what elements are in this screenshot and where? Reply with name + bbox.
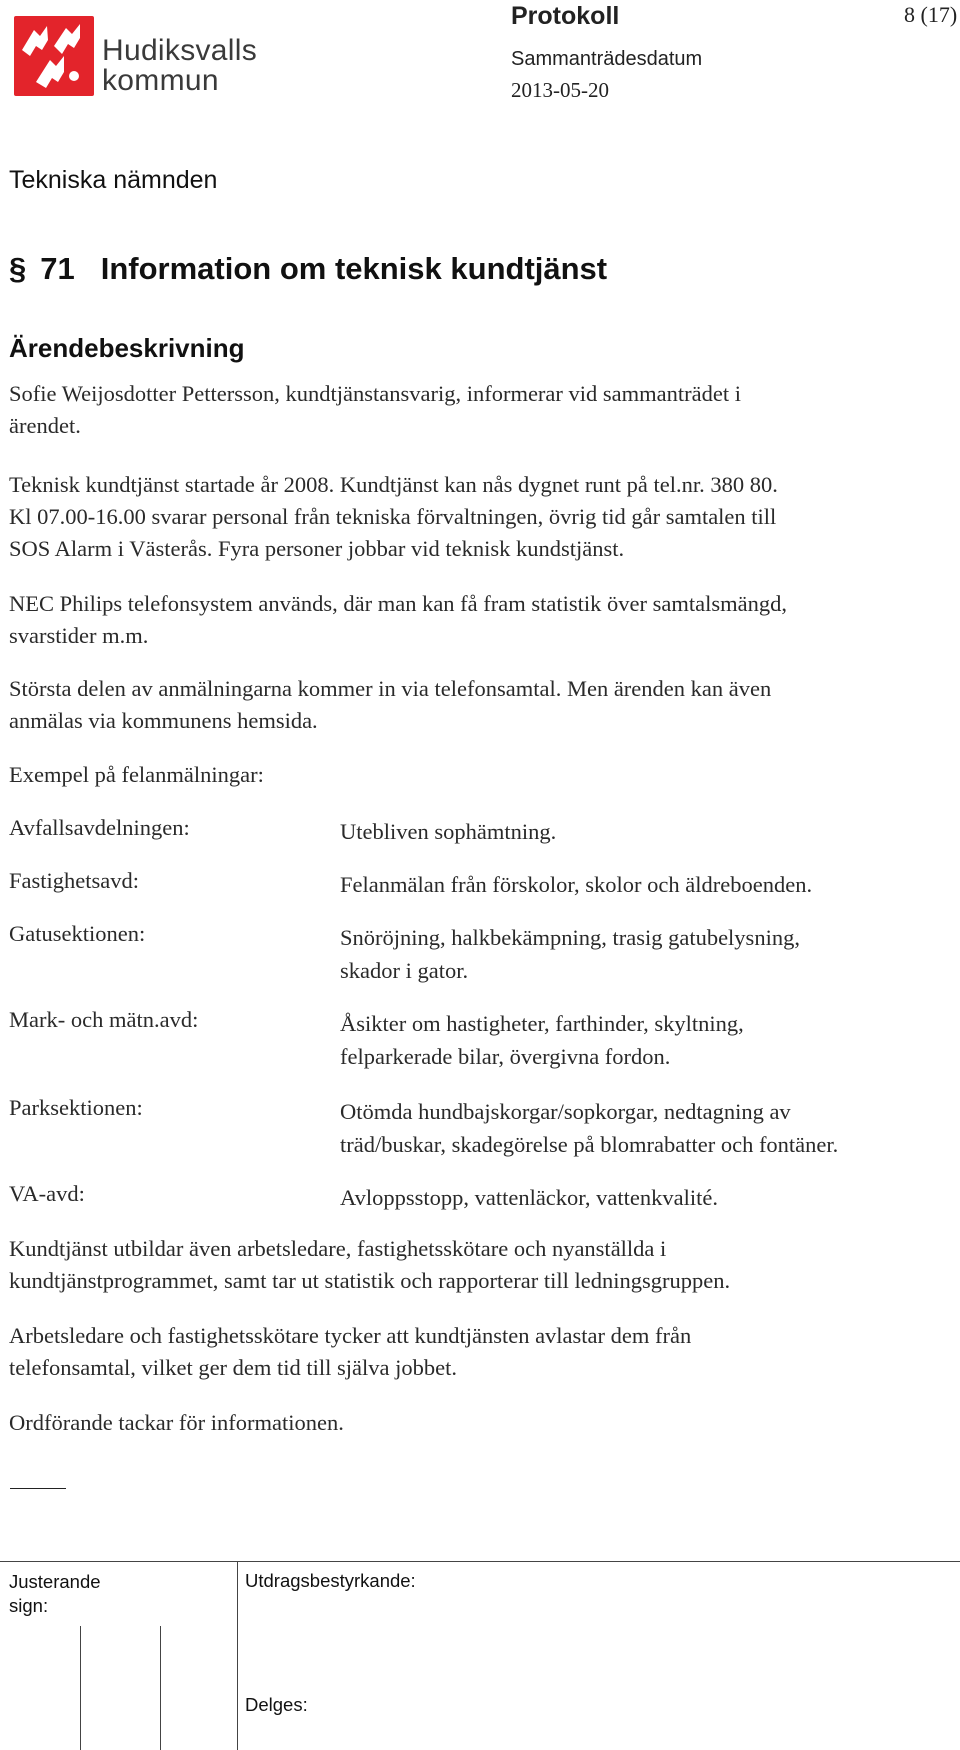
paragraph <box>9 759 264 791</box>
section-symbol: § <box>9 251 27 286</box>
example-description <box>340 1181 718 1214</box>
footer-column-divider <box>237 1561 238 1750</box>
meeting-date: 2013-05-20 <box>511 78 609 102</box>
example-category: Parksektionen: <box>9 1095 143 1120</box>
example-line: Snöröjning, halkbekämpning, trasig gatubelysning, <box>340 925 800 950</box>
paragraph-line: NEC Philips telefonsystem används, där man kan få fram statistik över samtalsmängd, <box>9 591 787 616</box>
paragraph <box>9 1320 691 1384</box>
example-category: Mark- och mätn.avd: <box>9 1007 199 1032</box>
paragraph-line: Kl 07.00-16.00 svarar personal från tekniska förvaltningen, övrig tid går samtalen till <box>9 504 777 529</box>
paragraph-line: telefonsamtal, vilket ger dem tid till själva jobbet. <box>9 1355 458 1380</box>
logo-wordmark-line2: kommun <box>102 64 219 97</box>
paragraph <box>9 1233 730 1297</box>
paragraph-line: SOS Alarm i Västerås. Fyra personer jobbar vid teknisk kundstjänst. <box>9 536 625 561</box>
end-of-section-rule <box>10 1488 66 1489</box>
page-number: 8 (17) <box>904 2 958 27</box>
example-line: Avloppsstopp, vattenläckor, vattenkvalité. <box>340 1185 718 1210</box>
paragraph-line: Exempel på felanmälningar: <box>9 762 264 787</box>
logo-wordmark-line1: Hudiksvalls <box>102 34 258 67</box>
paragraph-line: anmälas via kommunens hemsida. <box>9 708 318 733</box>
meeting-date-label: Sammanträdesdatum <box>511 48 703 70</box>
example-line: Utebliven sophämtning. <box>340 819 557 844</box>
extract-certified-label: Utdragsbestyrkande: <box>245 1570 416 1591</box>
paragraph <box>9 469 778 565</box>
example-line: Felanmälan från förskolor, skolor och äldreboenden. <box>340 872 813 897</box>
example-line: träd/buskar, skadegörelse på blomrabatter och fontäner. <box>340 1132 839 1157</box>
example-line: Otömda hundbajskorgar/sopkorgar, nedtagning av <box>340 1099 791 1124</box>
distributed-to-label: Delges: <box>245 1694 308 1715</box>
example-line: skador i gator. <box>340 958 469 983</box>
example-category: Avfallsavdelningen: <box>9 815 190 840</box>
example-category: VA-avd: <box>9 1181 85 1206</box>
example-description <box>340 868 812 901</box>
paragraph-line: Kundtjänst utbildar även arbetsledare, fastighetsskötare och nyanställda i <box>9 1236 667 1261</box>
paragraph-line: kundtjänstprogrammet, samt tar ut statistik och rapporterar till ledningsgruppen. <box>9 1268 731 1293</box>
paragraph-line: Ordförande tackar för informationen. <box>9 1410 344 1435</box>
section-heading <box>9 251 607 287</box>
signature-box-divider <box>160 1626 161 1750</box>
paragraph-line: Arbetsledare och fastighetsskötare tycker att kundtjänsten avlastar dem från <box>9 1323 692 1348</box>
example-description <box>340 921 800 987</box>
municipality-logo-icon <box>14 16 94 96</box>
paragraph-line: ärendet. <box>9 413 81 438</box>
example-category: Gatusektionen: <box>9 921 146 946</box>
paragraph-line: Största delen av anmälningarna kommer in via telefonsamtal. Men ärenden kan även <box>9 676 772 701</box>
example-line: felparkerade bilar, övergivna fordon. <box>340 1044 671 1069</box>
paragraph <box>9 588 787 652</box>
document-type: Protokoll <box>511 2 620 30</box>
section-number: 71 <box>40 251 75 286</box>
example-description <box>340 815 556 848</box>
case-description-heading: Ärendebeskrivning <box>9 333 245 363</box>
paragraph-line: Sofie Weijosdotter Pettersson, kundtjänstansvarig, informerar vid sammanträdet i <box>9 381 741 406</box>
example-line: Åsikter om hastigheter, farthinder, skyltning, <box>340 1011 744 1036</box>
example-description <box>340 1007 744 1073</box>
paragraph-line: svarstider m.m. <box>9 623 149 648</box>
paragraph <box>9 378 741 442</box>
example-category: Fastighetsavd: <box>9 868 139 893</box>
paragraph <box>9 1407 344 1439</box>
adjuster-label-line: sign: <box>9 1595 49 1616</box>
committee-name: Tekniska nämnden <box>9 166 218 194</box>
paragraph <box>9 673 771 737</box>
signature-box-divider <box>80 1626 81 1750</box>
adjuster-signature-label <box>9 1570 101 1618</box>
paragraph-line: Teknisk kundtjänst startade år 2008. Kundtjänst kan nås dygnet runt på tel.nr. 380 80. <box>9 472 778 497</box>
example-description <box>340 1095 838 1161</box>
adjuster-label-line: Justerande <box>9 1571 101 1592</box>
section-title: Information om teknisk kundtjänst <box>100 251 608 286</box>
footer-divider <box>0 1561 960 1562</box>
